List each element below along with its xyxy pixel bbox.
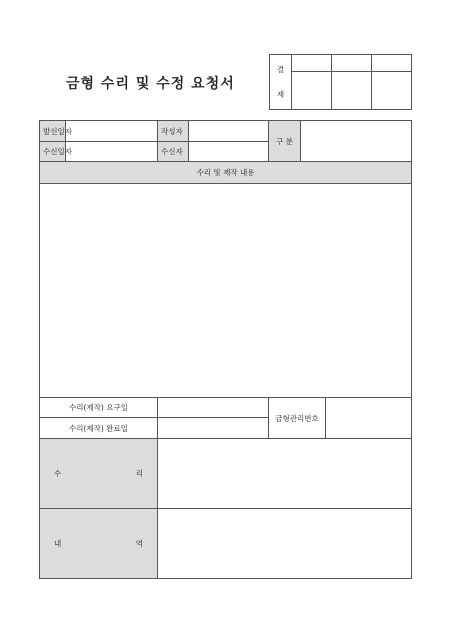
writer-field[interactable] [189,121,269,142]
repair-label [40,439,158,509]
history-label [40,509,158,579]
approval-sign-cell-1[interactable] [292,72,332,110]
category-field[interactable] [301,121,412,162]
history-label-char-1: 내 [54,539,62,548]
approval-title-cell-3[interactable] [372,55,412,72]
sent-date-field[interactable] [66,121,158,142]
request-form [39,120,412,579]
repair-label-char-1: 수 [54,469,62,478]
history-field[interactable] [158,509,412,579]
approval-label-bottom: 재 [276,90,285,99]
request-date-field[interactable] [158,398,269,418]
recipient-label: 수신자 [158,142,189,162]
content-area[interactable] [40,184,412,398]
sent-date-label: 발신일자 [40,121,66,142]
category-label: 구 분 [269,121,301,162]
history-label-char-2: 역 [135,539,143,548]
approval-box [269,54,412,110]
writer-label: 작성자 [158,121,189,142]
complete-date-label: 수리(제작) 완료일 [40,418,158,439]
mold-number-field[interactable] [326,398,412,439]
page-title: 금형 수리 및 수정 요청서 [66,76,235,92]
received-date-label: 수신일자 [40,142,66,162]
repair-label-char-2: 리 [135,469,143,478]
received-date-field[interactable] [66,142,158,162]
mold-number-label: 금형관리번호 [269,398,326,439]
approval-sign-cell-3[interactable] [372,72,412,110]
recipient-field[interactable] [189,142,269,162]
content-section-title: 수리 및 제작 내용 [40,162,412,184]
complete-date-field[interactable] [158,418,269,439]
repair-field[interactable] [158,439,412,509]
request-date-label: 수리(제작) 요구일 [40,398,158,418]
approval-label [270,55,292,110]
approval-label-top: 결 [276,65,285,74]
approval-title-cell-1[interactable] [292,55,332,72]
approval-sign-cell-2[interactable] [332,72,372,110]
approval-title-cell-2[interactable] [332,55,372,72]
